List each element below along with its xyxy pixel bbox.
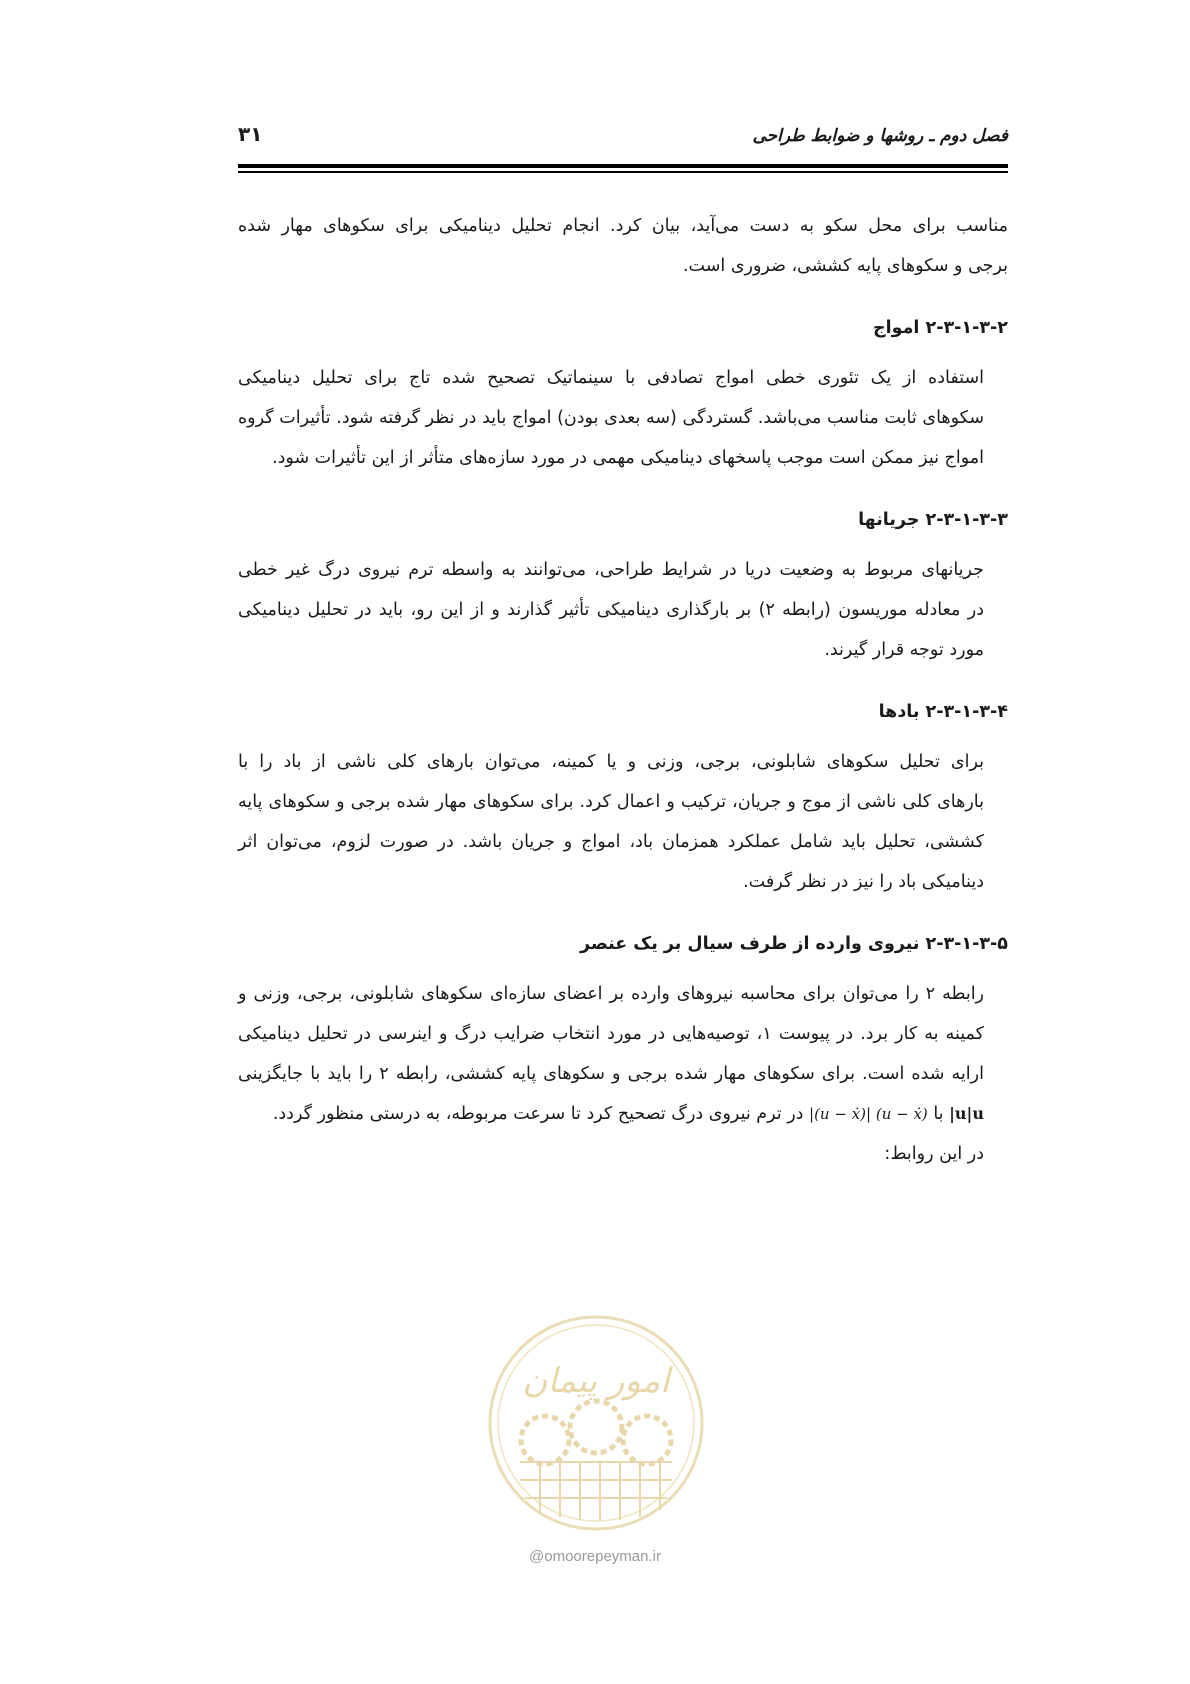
text-line: کششی، تحلیل باید شامل عملکرد همزمان باد، امواج و جریان باشد. در صورت لزوم، می‌توان اثر <box>238 832 984 852</box>
text-line: جریانهای مربوط به وضعیت دریا در شرایط طراحی، می‌توانند به واسطه ترم نیروی درگ غیر خطی <box>238 560 984 580</box>
paragraph-waves <box>238 358 1008 478</box>
text-fragment: در ترم نیروی درگ تصحیح کرد تا سرعت مربوطه، به درستی منظور گردد. <box>272 1104 810 1124</box>
paragraph-currents <box>238 550 1008 670</box>
section-heading-winds: ۲-۳-۱-۳-۴ بادها <box>878 702 1008 722</box>
text-line: در معادله موریسون (رابطه ۲) بر بارگذاری دینامیکی تأثیر گذارند و از این رو، باید در تحلیل دینامیکی <box>238 600 985 620</box>
text-line: سکوهای ثابت مناسب می‌باشد. گستردگی (سه بعدی بودن) امواج باید در نظر گرفته شود. تأثیرات گروه <box>238 408 984 428</box>
header-rule-thick <box>238 164 1008 168</box>
watermark-logo <box>485 1312 707 1534</box>
math-relative-velocity: |(u − ẋ)| (u − ẋ) <box>809 1105 928 1123</box>
section-heading-fluid-force: ۲-۳-۱-۳-۵ نیروی وارده از طرف سیال بر یک عنصر <box>579 934 1008 954</box>
paragraph-continuation <box>238 206 1008 286</box>
text-line: کمینه به کار برد. در پیوست ۱، توصیه‌هایی در مورد انتخاب ضرایب درگ و اینرسی در تحلیل دینامیکی <box>238 1024 984 1044</box>
text-fragment: با <box>927 1104 950 1124</box>
body-text <box>238 206 1008 1174</box>
text-line: ارایه شده است. برای سکوهای مهار شده برجی و سکوهای پایه کششی، رابطه ۲ را باید با جایگزینی <box>238 1064 984 1084</box>
page-header <box>238 122 1008 166</box>
section-heading-waves: ۲-۳-۱-۳-۲ امواج <box>873 318 1008 338</box>
text-line: مناسب برای محل سکو به دست می‌آید، بیان کرد. انجام تحلیل دینامیکی برای سکوهای مهار شده <box>238 216 1008 236</box>
paragraph-fluid-force <box>238 974 1008 1174</box>
section-heading-currents: ۲-۳-۱-۳-۳ جریانها <box>858 510 1008 530</box>
running-title: فصل دوم ـ روشها و ضوابط طراحی <box>752 126 1008 146</box>
watermark-caption: @omoorepeyman.ir <box>529 1548 661 1565</box>
text-line-with-math <box>238 1094 1008 1134</box>
paragraph-winds <box>238 742 1008 902</box>
text-line: بارهای کلی ناشی از موج و جریان، ترکیب و اعمال کرد. برای سکوهای مهار شده برجی و سکوهای پایه <box>238 792 984 812</box>
text-line: رابطه ۲ را می‌توان برای محاسبه نیروهای وارده بر اعضای سازه‌ای سکوهای شابلونی، برجی، وزنی و <box>238 984 985 1004</box>
text-line: برجی و سکوهای پایه کششی، ضروری است. <box>682 256 1008 276</box>
text-line: دینامیکی باد را نیز در نظر گرفت. <box>743 872 984 892</box>
text-line: در این روابط: <box>884 1144 984 1164</box>
math-u-abs-u: |u|u <box>949 1104 984 1123</box>
text-line: امواج نیز ممکن است موجب پاسخهای دینامیکی مهمی در مورد سازه‌های متأثر از این تأثیرات شود. <box>272 448 984 468</box>
header-rule-thin <box>238 171 1008 173</box>
watermark-logo-lettering: امور پیمان <box>522 1361 670 1401</box>
text-line: برای تحلیل سکوهای شابلونی، برجی، وزنی و یا کمینه، می‌توان بارهای کلی ناشی از باد را با <box>238 752 984 772</box>
text-line: استفاده از یک تئوری خطی امواج تصادفی با سینماتیک تصحیح شده تاج برای تحلیل دینامیکی <box>238 368 984 388</box>
page-number: ۳۱ <box>238 122 263 146</box>
text-line: مورد توجه قرار گیرند. <box>824 640 984 660</box>
